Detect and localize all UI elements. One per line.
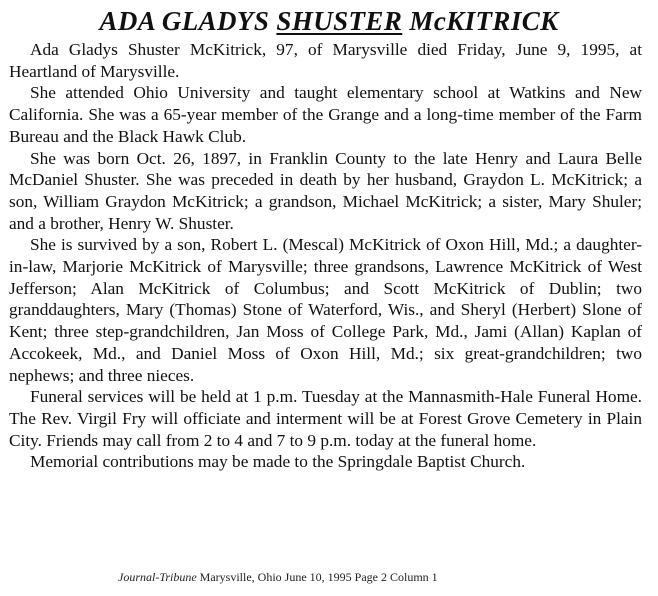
headline-married-surname: McKITRICK	[409, 6, 559, 36]
paragraph-death-notice: Ada Gladys Shuster McKitrick, 97, of Marysville died Friday, June 9, 1995, at Heartland of Marysville.	[9, 40, 642, 81]
paragraph-funeral-services: Funeral services will be held at 1 p.m. Tuesday at the Mannasmith-Hale Funeral Home. The Rev. Virgil Fry will officiate and interment will be at Forest Grove Cemetery in Plain City. Friends may call from 2 to 4 and 7 to 9 p.m. today at the funeral home.	[9, 387, 642, 450]
paragraph-memorial-contributions: Memorial contributions may be made to the Springdale Baptist Church.	[30, 452, 526, 472]
obituary-body	[9, 39, 642, 473]
headline-maiden-surname: SHUSTER	[276, 6, 403, 36]
obituary-headline	[0, 4, 658, 38]
headline-given-names: ADA GLADYS	[99, 6, 270, 36]
paragraph-education-membership: She attended Ohio University and taught elementary school at Watkins and New California. She was a 65-year member of the Grange and a long-time member of the Farm Bureau and the Black Hawk Club.	[9, 83, 642, 146]
paragraph-birth-predeceased: She was born Oct. 26, 1897, in Franklin County to the late Henry and Laura Belle McDaniel Shuster. She was preceded in death by her husband, Graydon L. McKitrick; a son, William Graydon McKitrick; a grandson, Michael McKitrick; a sister, Mary Shuler; and a brother, Henry W. Shuster.	[9, 148, 642, 233]
caption-details: Marysville, Ohio June 10, 1995 Page 2 Column 1	[199, 570, 438, 584]
paragraph-survivors: She is survived by a son, Robert L. (Mescal) McKitrick of Oxon Hill, Md.; a daughter-in-law, Marjorie McKitrick of Marysville; three grandsons, Lawrence McKitrick of West Jefferson; Alan McKitrick of Columbus; and Scott McKitrick of Dublin; two granddaughters, Mary (Thomas) Stone of Waterford, Wis., and Sheryl (Herbert) Slone of Kent; three step-grandchildren, Jan Moss of College Park, Md., Jami (Allan) Kaplan of Accokeek, Md., and Daniel Moss of Oxon Hill, Md.; six great-grandchildren; two nephews; and three nieces.	[9, 235, 642, 385]
caption-publication: Journal-Tribune	[118, 570, 197, 584]
source-caption	[118, 570, 438, 585]
